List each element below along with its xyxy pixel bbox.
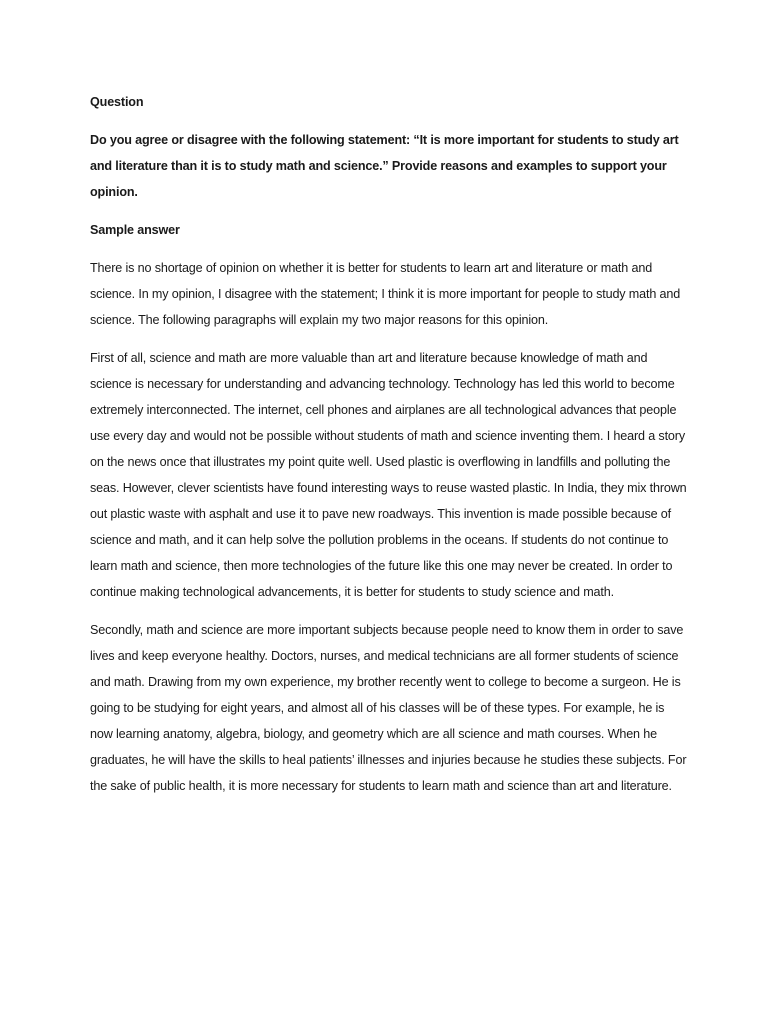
- answer-paragraph-intro: There is no shortage of opinion on whether it is better for students to learn art and literature or math and science. In my opinion, I disagree with the statement; I think it is more important for people to study math and science. The following paragraphs will explain my two major reasons for this opinion.: [90, 261, 681, 327]
- question-heading: Question: [90, 95, 144, 109]
- answer-paragraph-second-reason: Secondly, math and science are more important subjects because people need to know them in order to save lives and keep everyone healthy. Doctors, nurses, and medical technicians are all former students of science and math. Drawing from my own experience, my brother recently went to college to become a surgeon. He is going to be studying for eight years, and almost all of his classes will be of these types. For example, he is now learning anatomy, algebra, biology, and geometry which are all science and math courses. When he graduates, he will have the skills to heal patients’ illnesses and injuries because he studies these subjects. For the sake of public health, it is more necessary for students to learn math and science than art and literature.: [90, 623, 687, 793]
- document-body: [90, 89, 690, 811]
- sample-answer-heading: Sample answer: [90, 223, 180, 237]
- question-text: Do you agree or disagree with the following statement: “It is more important for students to study art and literature than it is to study math and science.” Provide reasons and examples to support your opinion.: [90, 133, 679, 199]
- answer-paragraph-first-reason: First of all, science and math are more valuable than art and literature because knowledge of math and science is necessary for understanding and advancing technology. Technology has led this world to become extremely interconnected. The internet, cell phones and airplanes are all technological advances that people use every day and would not be possible without students of math and science inventing them. I heard a story on the news once that illustrates my point quite well. Used plastic is overflowing in landfills and polluting the seas. However, clever scientists have found interesting ways to reuse wasted plastic. In India, they mix thrown out plastic waste with asphalt and use it to pave new roadways. This invention is made possible because of science and math, and it can help solve the pollution problems in the oceans. If students do not continue to learn math and science, then more technologies of the future like this one may never be created. In order to continue making technological advancements, it is better for students to study science and math.: [90, 351, 687, 599]
